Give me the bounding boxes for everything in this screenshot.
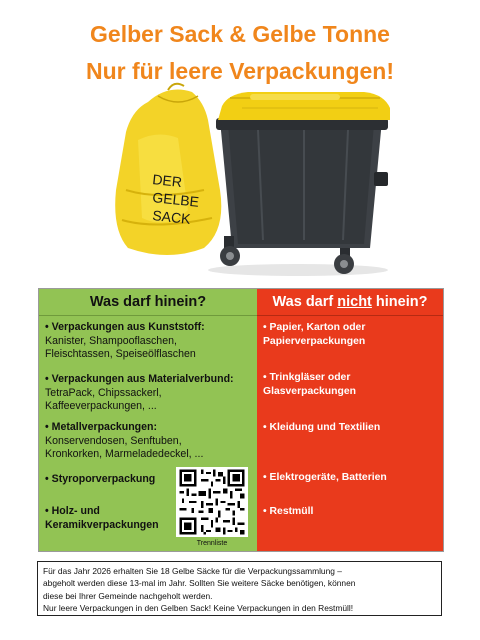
bag-text-1: DER [151,171,183,191]
title-line-2: Nur für leere Verpackungen! [85,58,395,84]
info-box [37,561,442,616]
not-allowed-item-line: Restmüll [269,506,314,517]
bag-and-bin-illustration [108,80,400,280]
allowed-item-styrofoam: • Styroporverpackung [45,473,156,485]
allowed-item-title: Metallverpackungen: [51,421,158,433]
allowed-item-line: Kaffeeverpackungen, ... [45,400,157,412]
info-line: Für das Jahr 2026 erhalten Sie 18 Gelbe Säcke für die Verpackungssammlung – [43,566,342,576]
not-allowed-item-line: Elektrogeräte, Batterien [269,472,387,483]
allowed-item-line: TetraPack, Chipssackerl, [45,386,162,399]
info-line: diese bei Ihrer Gemeinde nachgeholt werden. [43,590,213,601]
bag-text-2: GELBE [151,189,200,210]
not-allowed-item-textiles: • Kleidung und Textilien [263,422,381,433]
heading-emph: nicht [337,294,372,310]
not-allowed-item-line: Kleidung und Textilien [269,422,381,433]
allowed-item-wood-ceramic: • Holz- und Keramikverpackungen [45,505,159,531]
allowed-item-title: Verpackungen aus Kunststoff: [51,321,205,333]
allowed-heading: Was darf hinein? [39,289,257,316]
sorting-table [38,288,444,552]
info-line: Nur leere Verpackungen in den Gelben Sack! Keine Verpackungen in den Restmüll! [43,603,354,614]
not-allowed-item-electronics: • Elektrogeräte, Batterien [263,472,387,483]
allowed-item-line: Kanister, Shampooflaschen, [45,334,177,347]
title-line-1: Gelber Sack & Gelbe Tonne [90,21,390,47]
allowed-item-line: Fleischtassen, Speiseölflaschen [45,348,196,360]
allowed-item-line: Konservendosen, Senftuben, [45,434,182,447]
qr-label: Trennliste [196,540,228,547]
not-allowed-item-glass: • Trinkgläser oder Glasverpackungen [263,372,356,397]
not-allowed-item-residual: • Restmüll [263,506,314,517]
not-allowed-item-line: Papier, Karton oder [269,322,366,333]
not-allowed-item-line: Papierverpackungen [263,335,366,347]
not-allowed-item-paper: • Papier, Karton oder Papierverpackungen [263,322,366,347]
not-allowed-column [257,289,443,551]
allowed-item-line: Kronkorken, Marmeladedeckel, ... [45,448,204,460]
qr-code[interactable] [176,467,248,537]
allowed-item-plastic: • Verpackungen aus Kunststoff: Kanister, Shampooflaschen, Fleischtassen, Speiseölflaschen [45,321,205,360]
heading-prefix: Was darf [272,294,338,310]
allowed-item-title: Verpackungen aus Materialverbund: [51,373,234,385]
not-allowed-item-line: Trinkgläser oder [269,372,351,383]
allowed-column [39,289,257,551]
not-allowed-item-line: Glasverpackungen [263,385,356,397]
allowed-item-composite: • Verpackungen aus Materialverbund: TetraPack, Chipssackerl, Kaffeeverpackungen, ... [45,373,234,412]
not-allowed-heading [257,289,443,316]
allowed-item-title: Styroporverpackung [51,473,156,485]
info-line: abgeholt werden diese 13-mal im Jahr. Sollten Sie weitere Säcke benötigen, können [43,578,356,589]
heading-suffix: hinein? [371,294,428,310]
allowed-item-metal: • Metallverpackungen: Konservendosen, Senftuben, Kronkorken, Marmeladedeckel, ... [45,421,204,460]
bag-text-3: SACK [151,207,192,227]
allowed-item-line: Keramikverpackungen [45,518,159,531]
allowed-item-title: Holz- und [51,505,100,517]
